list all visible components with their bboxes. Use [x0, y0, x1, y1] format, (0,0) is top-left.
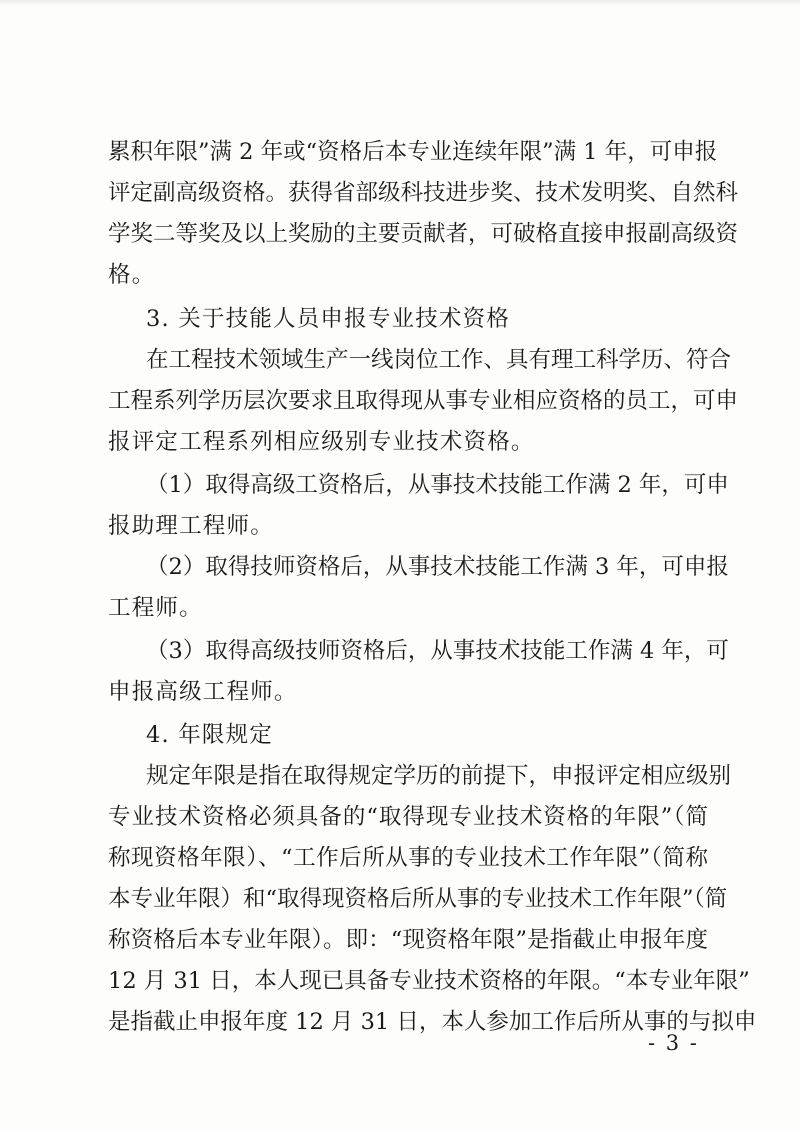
list-item: （1）取得高级工资格后，从事技术技能工作满 2 年，可申: [146, 472, 729, 498]
text-line: 工程师。: [108, 595, 203, 621]
text-line: 报助理工程师。: [108, 513, 274, 539]
text-line: 格。: [108, 262, 156, 288]
page-number: - 3 -: [648, 1031, 699, 1055]
text-line: 称资格后本专业年限）。即：“现资格年限”是指截止申报年度: [108, 927, 708, 953]
list-item: （3）取得高级技师资格后，从事技术技能工作满 4 年，可: [146, 638, 729, 664]
text-line: 本专业年限）和“取得现资格后所从事的专业技术工作年限”（简: [108, 886, 728, 912]
text-line: 申报高级工程师。: [108, 679, 298, 705]
text-line: 称现资格年限）、“工作后所从事的专业技术工作年限”（简称: [108, 845, 708, 871]
scan-edge: [0, 0, 800, 6]
text-line: 是指截止申报年度 12 月 31 日，本人参加工作后所从事的与拟申: [108, 1009, 757, 1035]
text-line: 规定年限是指在取得规定学历的前提下，申报评定相应级别: [146, 763, 732, 789]
text-line: 在工程技术领域生产一线岗位工作、具有理工科学历、符合: [146, 347, 732, 373]
section-heading: 4. 年限规定: [146, 722, 274, 748]
text-line: 学奖二等奖及以上奖励的主要贡献者，可破格直接申报副高级资: [108, 221, 739, 247]
text-line: 累积年限”满 2 年或“资格后本专业连续年限”满 1 年，可申报: [108, 139, 718, 165]
text-line: 12 月 31 日，本人现已具备专业技术资格的年限。“本专业年限”: [108, 968, 750, 994]
text-line: 工程系列学历层次要求且取得现从事专业相应资格的员工，可申: [108, 388, 739, 414]
text-line: 评定副高级资格。获得省部级科技进步奖、技术发明奖、自然科: [108, 180, 739, 206]
list-item: （2）取得技师资格后，从事技术技能工作满 3 年，可申报: [146, 554, 729, 580]
section-heading: 3. 关于技能人员申报专业技术资格: [146, 306, 511, 332]
text-line: 报评定工程系列相应级别专业技术资格。: [108, 429, 535, 455]
text-line: 专业技术资格必须具备的“取得现专业技术资格的年限”（简: [108, 804, 708, 830]
